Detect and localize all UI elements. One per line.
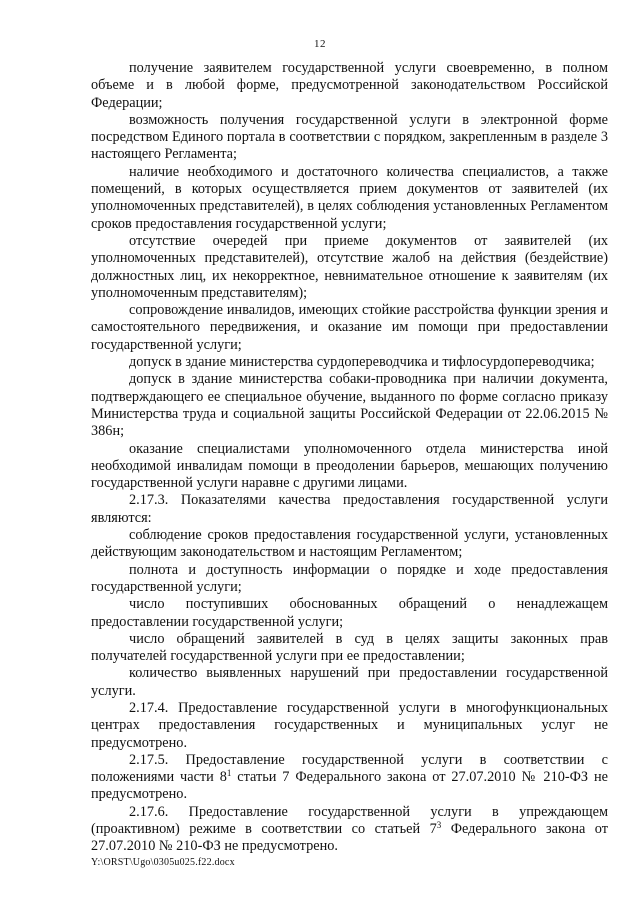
paragraph: наличие необходимого и достаточного количества специалистов, а также помещений, в которых осуществляется прием документов от заявителей (их уполномоченных представителей), в целях соблюдения установленных Регламентом сроков предоставления государственной услуги; — [91, 163, 608, 232]
paragraph: оказание специалистами уполномоченного отдела министерства иной необходимой инвалидам помощи в преодолении барьеров, мешающих получению государственной услуги наравне с другими лицами. — [91, 440, 608, 492]
paragraph: полнота и доступность информации о порядке и ходе предоставления государственной услуги; — [91, 561, 608, 595]
document-body — [91, 60, 608, 856]
section-2-17-3-paragraph: 2.17.3. Показателями качества предоставления государственной услуги являются: — [91, 492, 608, 526]
paragraph: отсутствие очередей при приеме документов от заявителей (их уполномоченных представителей), отсутствие жалоб на действия (бездействие) должностных лиц, их некорректное, невнимательное отношение к заявителям (их уполномоченным представителям); — [91, 232, 608, 301]
paragraph-text: 2.17.6. Предоставление государственной услуги в упреждающем (проактивном) режиме в соответствии со статьей 7 — [91, 803, 608, 838]
paragraph: количество выявленных нарушений при предоставлении государственной услуги. — [91, 665, 608, 699]
footer-file-path: Y:\ORST\Ugo\0305u025.f22.docx — [91, 857, 235, 868]
paragraph: допуск в здание министерства сурдопереводчика и тифлосурдопереводчика; — [129, 354, 595, 371]
paragraph-text: 2.17.5. Предоставление государственной услуги в соответствии с положениями части 8 — [91, 751, 608, 786]
paragraph: число поступивших обоснованных обращений о ненадлежащем предоставлении государственной услуги; — [91, 596, 608, 630]
paragraph-text: Федерального закона от 27.07.2010 № 210-ФЗ не предусмотрено. — [91, 821, 608, 855]
paragraph: соблюдение сроков предоставления государственной услуги, установленных действующим законодательством и настоящим Регламентом; — [91, 527, 608, 561]
paragraph: возможность получения государственной услуги в электронной форме посредством Единого портала в соответствии с порядком, закрепленным в разделе 3 настоящего Регламента; — [91, 111, 608, 163]
paragraph: допуск в здание министерства собаки-проводника при наличии документа, подтверждающего ее специальное обучение, выданного по форме согласно приказу Министерства труда и социальной защиты Российской Федерации от 22.06.2015 № 386н; — [91, 371, 608, 440]
section-2-17-6-paragraph — [91, 804, 608, 856]
paragraph: сопровождение инвалидов, имеющих стойкие расстройства функции зрения и самостоятельного передвижения, и оказание им помощи при предоставлении государственной услуги; — [91, 302, 608, 353]
paragraph-text: статьи 7 Федерального закона от 27.07.2010 № 210-ФЗ не предусмотрено. — [91, 769, 608, 803]
superscript: 1 — [226, 768, 232, 779]
paragraph: получение заявителем государственной услуги своевременно, в полном объеме и в любой форме, предусмотренной законодательством Российской Федерации; — [91, 60, 608, 111]
section-2-17-5-paragraph — [91, 752, 608, 804]
superscript: 3 — [436, 820, 442, 831]
section-2-17-4-paragraph: 2.17.4. Предоставление государственной услуги в многофункциональных центрах предоставления государственных и муниципальных услуг не предусмотрено. — [91, 699, 608, 751]
page-number: 12 — [314, 38, 326, 50]
paragraph: число обращений заявителей в суд в целях защиты законных прав получателей государственной услуги при ее предоставлении; — [91, 630, 608, 665]
